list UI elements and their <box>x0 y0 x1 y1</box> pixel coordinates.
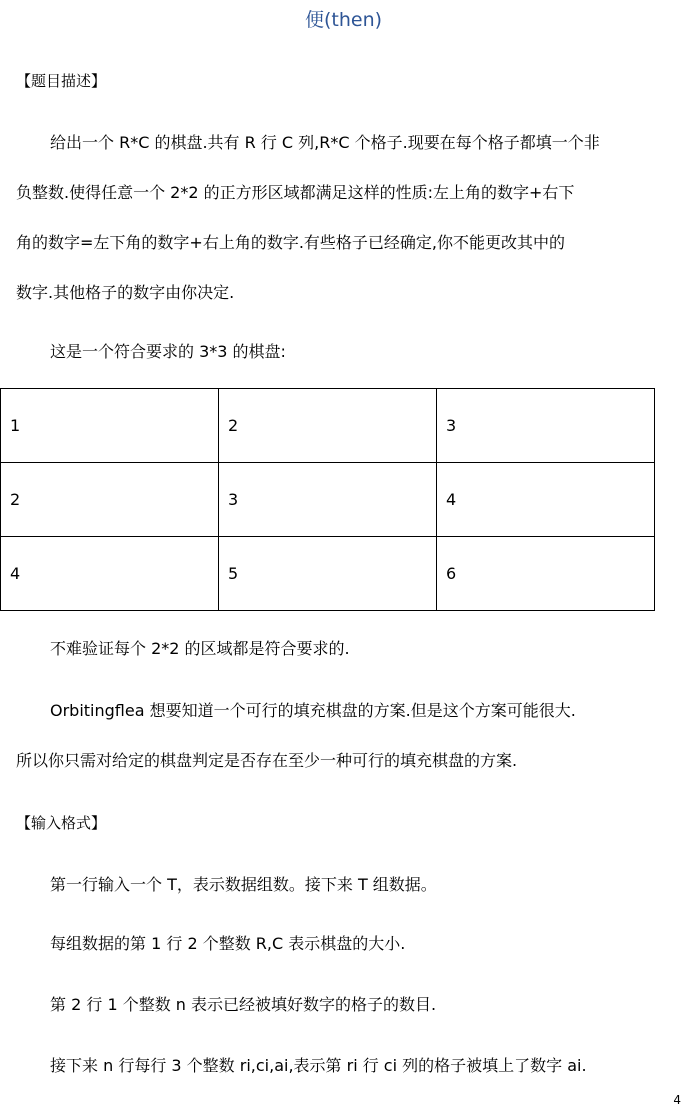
description-paragraph <box>16 118 676 318</box>
page-title: 便(then) <box>304 9 383 31</box>
table-cell: 1 <box>1 389 219 463</box>
input-format-line: 每组数据的第 1 行 2 个整数 R,C 表示棋盘的大小. <box>50 934 406 953</box>
example-intro-line: 这是一个符合要求的 3*3 的棋盘: <box>50 342 286 361</box>
table-cell: 2 <box>1 463 219 537</box>
table-row <box>1 463 655 537</box>
table-cell: 3 <box>219 463 437 537</box>
table-row <box>1 537 655 611</box>
task-line: 所以你只需对给定的棋盘判定是否存在至少一种可行的填充棋盘的方案. <box>16 751 518 770</box>
input-line-4 <box>16 1041 676 1091</box>
table-cell: 6 <box>437 537 655 611</box>
input-format-heading: 【输入格式】 <box>16 814 107 832</box>
input-format-line: 第一行输入一个 T，表示数据组数。接下来 T 组数据。 <box>50 875 437 894</box>
input-line-1 <box>16 860 676 910</box>
task-line: Orbitingflea 想要知道一个可行的填充棋盘的方案.但是这个方案可能很大. <box>50 701 576 720</box>
input-format-line: 第 2 行 1 个整数 n 表示已经被填好数字的格子的数目. <box>50 995 437 1014</box>
verification-note <box>16 624 676 674</box>
table-cell: 5 <box>219 537 437 611</box>
table-cell: 4 <box>437 463 655 537</box>
description-line: 角的数字=左下角的数字+右上角的数字.有些格子已经确定,你不能更改其中的 <box>16 233 565 252</box>
description-heading: 【题目描述】 <box>16 72 107 90</box>
page-number: 4 <box>673 1093 681 1107</box>
input-line-2 <box>16 919 676 969</box>
verification-line: 不难验证每个 2*2 的区域都是符合要求的. <box>50 639 350 658</box>
example-grid-table <box>0 388 655 611</box>
description-line: 给出一个 R*C 的棋盘.共有 R 行 C 列,R*C 个格子.现要在每个格子都填一个非 <box>50 133 600 152</box>
table-row <box>1 389 655 463</box>
input-format-line: 接下来 n 行每行 3 个整数 ri,ci,ai,表示第 ri 行 ci 列的格子被填上了数字 ai. <box>50 1056 587 1075</box>
table-cell: 2 <box>219 389 437 463</box>
description-line: 负整数.使得任意一个 2*2 的正方形区域都满足这样的性质:左上角的数字+右下 <box>16 183 575 202</box>
input-line-3 <box>16 980 676 1030</box>
task-paragraph <box>16 686 676 786</box>
table-cell: 3 <box>437 389 655 463</box>
example-intro <box>16 327 676 377</box>
description-line: 数字.其他格子的数字由你决定. <box>16 283 235 302</box>
table-cell: 4 <box>1 537 219 611</box>
